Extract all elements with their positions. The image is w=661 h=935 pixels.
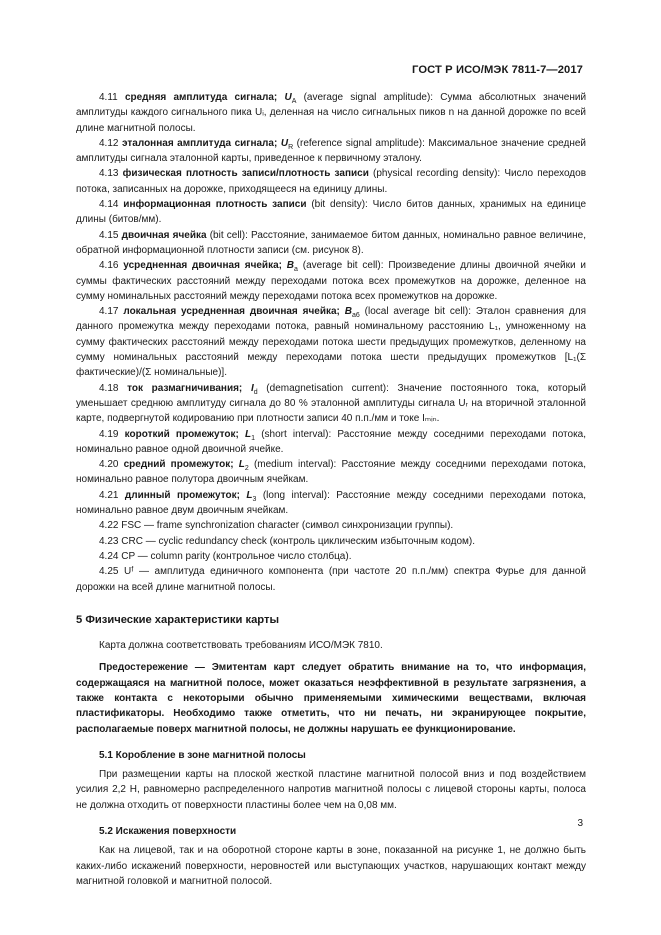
definition-paragraph: [76, 304, 586, 380]
defined-term: средний промежуток;: [123, 459, 234, 471]
definition-paragraph: [76, 427, 586, 458]
section-5-2-text: Как на лицевой, так и на оборотной стороне карты в зоне, показанной на рисунке 1, не должно быть каких-либо искажений поверхности, неровностей или выступающих участков, нарушающих контакт между магнитной головкой и магнитной полосой.: [76, 845, 586, 887]
term-symbol: L: [245, 428, 252, 440]
defined-term: средняя амплитуда сигнала;: [124, 92, 278, 103]
defined-term: длинный промежуток;: [124, 489, 240, 501]
clause-number: 4.14: [99, 199, 119, 211]
definition-paragraph: [76, 228, 586, 259]
defined-term: короткий промежуток;: [124, 428, 239, 440]
definition-paragraph: [76, 166, 586, 197]
term-symbol: U: [280, 137, 289, 149]
definition-text: (bit cell): Расстояние, занимаемое битом данных, номинально равное величине, обратной информационной плотности записи (см. рисунок 8).: [76, 229, 586, 256]
term-symbol-subscript: a: [294, 266, 298, 274]
term-symbol: U: [284, 92, 292, 103]
definition-text: CP — column parity (контрольное число столбца).: [121, 550, 352, 562]
page-number: 3: [577, 818, 583, 829]
definition-paragraph: [76, 488, 586, 519]
definition-paragraph: [76, 549, 586, 564]
definition-text: Uᶠ — амплитуда единичного компонента (при частоте 20 п.п./мм) спектра Фурье для данной дорожки на всей длине магнитной полосы.: [76, 566, 587, 593]
clause-number: 4.13: [99, 168, 119, 180]
term-symbol: L: [246, 489, 253, 501]
definition-text: CRC — cyclic redundancy check (контроль циклическим избыточным кодом).: [121, 535, 476, 547]
definition-text: (demagnetisation current): Значение постоянного тока, который уменьшает среднюю амплитуду сигнала до 80 % эталонной амплитуды сигнала Uᵣ на вторичной эталонной карте, подвергнутой кодированию при плотности записи 40 п.п./мм и токе Iₘᵢₙ.: [76, 382, 587, 425]
clause-number: 4.23: [99, 535, 119, 547]
definition-paragraph: [76, 90, 586, 136]
term-symbol-subscript: A: [291, 98, 297, 105]
page-content: [76, 90, 586, 889]
term-symbol-subscript: a6: [351, 312, 360, 320]
definition-text: (reference signal amplitude): Максимальное значение средней амплитуды сигнала эталонной карты, приведенное к первичному эталону.: [76, 137, 586, 165]
warning-paragraph: Предостережение — Эмитентам карт следует обратить внимание на то, что информация, содержащаяся на магнитной полосе, может оказаться неэффективной в результате загрязнения, а также контакта с некоторыми обычно применяемыми химическими веществами, включая пластификаторы. Необходимо также отметить, что ни печать, ни экранирующее покрытие, располагаемые поверх магнитной полосы, не должны нарушать ее функционирование.: [76, 662, 586, 735]
term-symbol-subscript: 1: [251, 434, 256, 442]
term-symbol-subscript: 2: [244, 465, 249, 473]
definition-paragraph: [76, 136, 586, 167]
clause-number: 4.21: [99, 489, 119, 501]
definition-paragraph: [76, 564, 586, 595]
defined-term: эталонная амплитуда сигнала;: [122, 137, 278, 149]
term-symbol-subscript: 3: [252, 495, 257, 503]
definition-text: (average signal amplitude): Сумма абсолютных значений амплитуды каждого сигнального пика Uᵢ, деленная на число сигнальных пиков n на данной дорожке по всей длине магнитной полосы.: [76, 92, 587, 134]
definition-paragraph: [76, 457, 586, 488]
clause-number: 4.17: [99, 306, 119, 318]
definitions-list: [76, 90, 586, 595]
definition-text: (long interval): Расстояние между соседними переходами потока, номинально равное двум двоичным ячейкам.: [76, 489, 587, 517]
clause-number: 4.22: [99, 520, 119, 532]
definition-text: (local average bit cell): Эталон сравнения для данного промежутка между переходами потока, равный номинальному расстоянию L₁, умноженному на сумму фактических расстояний между переходами потока шести предыдущих промежутков, деленному на сумму номинальных расстояний между переходами потока шести предыдущих промежутков [L₁(Σ фактические)/(Σ номинальные)].: [76, 306, 586, 379]
clause-number: 4.16: [99, 260, 119, 272]
definition-paragraph: [76, 534, 586, 549]
clause-number: 4.20: [99, 459, 119, 471]
section-5-1-title: 5.1 Коробление в зоне магнитной полосы: [99, 749, 306, 761]
term-symbol: L: [238, 459, 245, 471]
clause-number: 4.11: [99, 92, 118, 103]
section-5-1-text: При размещении карты на плоской жесткой пластине магнитной полосой вниз и под воздействием усилия 2,2 Н, равномерно распределенного напротив магнитной полосы с лицевой стороны карты, полоса не должна отходить от поверхности пластины более чем на 0,08 мм.: [76, 769, 586, 811]
definition-paragraph: [76, 381, 586, 427]
definition-text: (medium interval): Расстояние между соседними переходами потока, номинально равное полутора двоичным ячейкам.: [76, 459, 587, 486]
defined-term: информационная плотность записи: [123, 199, 307, 211]
section-5-2-title: 5.2 Искажения поверхности: [99, 826, 237, 838]
definition-text: (short interval): Расстояние между соседними переходами потока, номинально равное одной двоичной ячейке.: [76, 428, 587, 455]
term-symbol: B: [344, 306, 352, 318]
term-symbol: I: [250, 382, 254, 394]
clause-number: 4.19: [99, 428, 119, 440]
clause-number: 4.15: [99, 229, 119, 241]
term-symbol-subscript: R: [288, 143, 294, 151]
definition-text: FSC — frame synchronization character (символ синхронизации группы).: [121, 520, 454, 532]
defined-term: ток размагничивания;: [127, 382, 243, 394]
defined-term: усредненная двоичная ячейка;: [123, 260, 282, 272]
definition-paragraph: [76, 518, 586, 533]
section-5-title: 5 Физические характеристики карты: [76, 613, 280, 626]
defined-term: физическая плотность записи/плотность записи: [122, 168, 369, 180]
clause-number: 4.12: [99, 137, 119, 149]
defined-term: локальная усредненная двоичная ячейка;: [123, 306, 340, 318]
term-symbol: B: [286, 260, 295, 272]
definition-paragraph: [76, 258, 586, 304]
defined-term: двоичная ячейка: [121, 229, 207, 241]
definition-text: (average bit cell): Произведение длины двоичной ячейки и суммы фактических расстояний между переходами потока всех промежутков на дорожке, деленное на сумму номинальных расстояний между переходами потока всех промежутков на дорожке.: [76, 260, 586, 302]
definition-paragraph: [76, 197, 586, 228]
document-header: ГОСТ Р ИСО/МЭК 7811-7—2017: [412, 64, 583, 76]
definition-text: (physical recording density): Число переходов потока, записанных на дорожке, приходящееся на единицу длины.: [76, 168, 587, 195]
term-symbol-subscript: d: [253, 388, 258, 396]
definition-text: (bit density): Число битов данных, хранимых на единице длины (битов/мм).: [76, 199, 587, 226]
clause-number: 4.18: [99, 382, 119, 394]
section-5-intro: Карта должна соответствовать требованиям ИСО/МЭК 7810.: [99, 640, 383, 652]
clause-number: 4.24: [99, 550, 119, 562]
clause-number: 4.25: [99, 566, 119, 578]
